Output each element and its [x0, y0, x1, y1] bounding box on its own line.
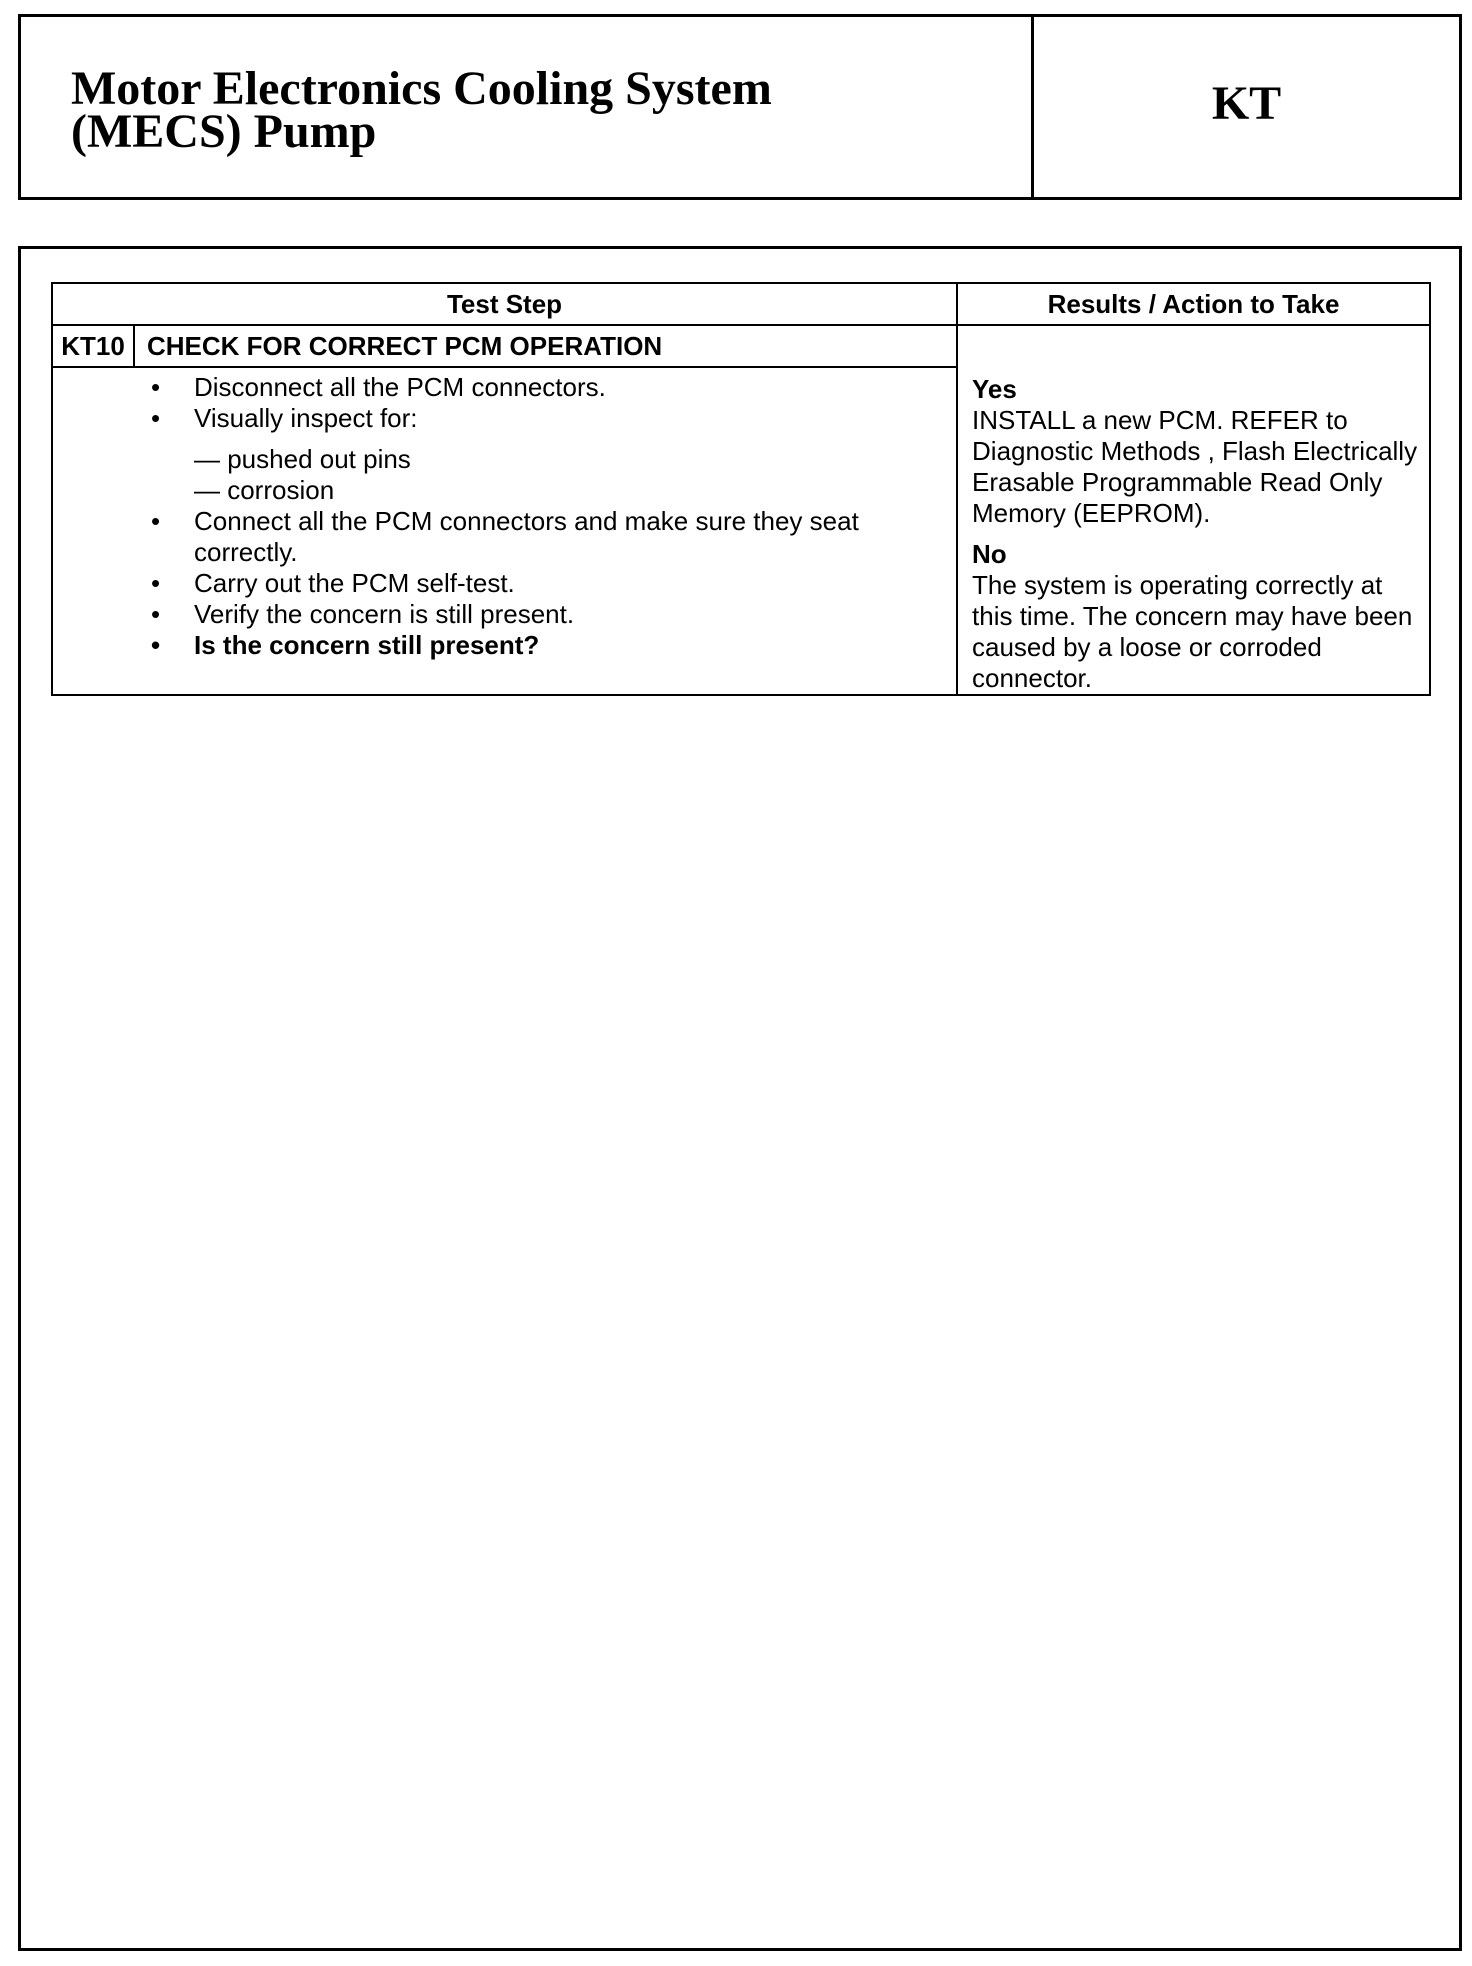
bullet-icon: •: [151, 506, 161, 536]
list-item: • Visually inspect for: — pushed out pins — corrosion: [149, 403, 956, 506]
bullet-icon: •: [151, 372, 161, 402]
result-no-text: The system is operating correctly at this time. The concern may have been caused by a loose or corroded connector.: [972, 570, 1413, 693]
bullet-icon: •: [151, 630, 161, 660]
steps-cell: [52, 367, 957, 695]
step-title: CHECK FOR CORRECT PCM OPERATION: [134, 325, 957, 367]
content-frame: [18, 246, 1462, 1951]
table-header-row: [52, 283, 1430, 325]
test-step-table: [51, 282, 1431, 696]
result-no-label: No: [972, 539, 1007, 569]
sub-list-item: — pushed out pins: [194, 444, 411, 474]
step-id: KT10: [52, 325, 134, 367]
bullet-icon: •: [151, 599, 161, 629]
header-code-cell: [1034, 17, 1459, 197]
list-item: • Connect all the PCM connectors and make sure they seat correctly.: [151, 506, 859, 567]
step-list: [53, 372, 956, 661]
page-title: Motor Electronics Cooling System (MECS) Pump: [71, 62, 772, 158]
sub-list-item: — corrosion: [194, 475, 335, 505]
result-yes-text: INSTALL a new PCM. REFER to Diagnostic Methods , Flash Electrically Erasable Programmable Read Only Memory (EEPROM).: [972, 405, 1418, 528]
list-item: • Carry out the PCM self-test.: [151, 568, 515, 598]
result-yes-label: Yes: [972, 374, 1017, 404]
column-header-test-step: Test Step: [52, 283, 957, 325]
section-code: KT: [1211, 76, 1282, 130]
sub-list: [194, 444, 956, 506]
step-title-row: [52, 325, 1430, 367]
column-header-results: Results / Action to Take: [957, 283, 1430, 325]
page-header: [18, 14, 1462, 200]
list-item: • Disconnect all the PCM connectors.: [151, 372, 606, 402]
list-item-question: • Is the concern still present?: [151, 630, 540, 660]
bullet-icon: •: [151, 568, 161, 598]
list-item: • Verify the concern is still present.: [151, 599, 575, 629]
results-cell: [957, 325, 1430, 695]
bullet-icon: •: [151, 403, 161, 433]
header-title-cell: [21, 17, 1034, 197]
